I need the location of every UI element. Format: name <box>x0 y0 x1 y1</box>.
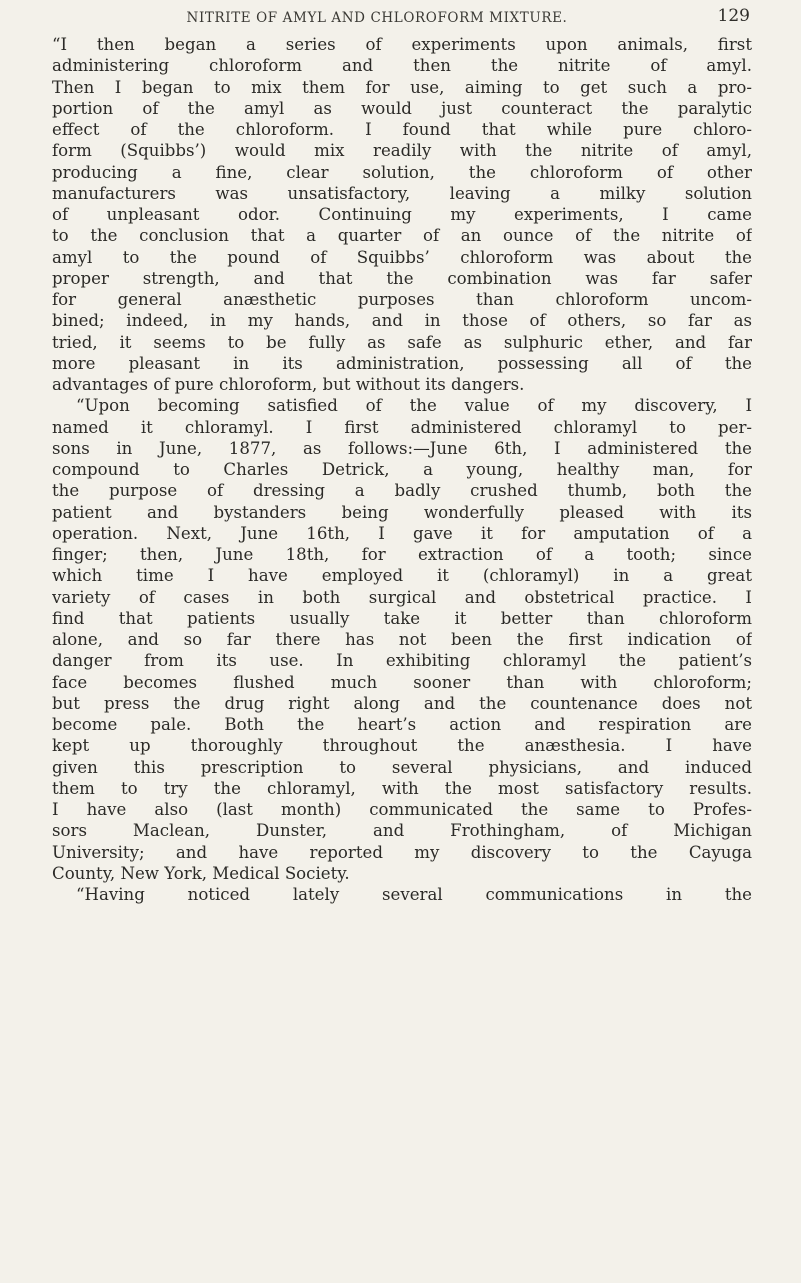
text-line: I have also (last month) communicated the same to Profes- <box>52 800 752 819</box>
text-line: alone, and so far there has not been the first indication of <box>52 630 752 649</box>
text-line: “I then began a series of experiments upon animals, first <box>52 35 752 54</box>
text-line: sors Maclean, Dunster, and Frothingham, of Michigan <box>52 821 752 841</box>
text-line: to the conclusion that a quarter of an ounce of the nitrite of <box>52 226 752 246</box>
text-line: advantages of pure chloroform, but without its dangers. <box>52 375 525 394</box>
page-number: 129 <box>717 6 750 26</box>
text-line: manufacturers was unsatisfactory, leaving a milky solution <box>52 183 752 203</box>
text-line: named it chloramyl. I first administered chloramyl to per- <box>52 417 752 437</box>
text-line: effect of the chloroform. I found that while pure chloro- <box>52 120 752 139</box>
text-line: finger; then, June 18th, for extraction of a tooth; since <box>52 545 752 564</box>
text-line: given this prescription to several physicians, and induced <box>52 757 752 777</box>
text-line: Then I began to mix them for use, aiming to get such a pro- <box>52 77 752 97</box>
text-line: bined; indeed, in my hands, and in those of others, so far as <box>52 311 752 331</box>
text-line: operation. Next, June 16th, I gave it for amputation of a <box>52 523 752 543</box>
text-line: face becomes flushed much sooner than with chloroform; <box>52 672 752 692</box>
text-line: for general anæsthetic purposes than chloroform uncom- <box>52 290 752 309</box>
page-header <box>52 6 752 32</box>
text-line: them to try the chloramyl, with the most satisfactory results. <box>52 778 752 798</box>
text-line: County, New York, Medical Society. <box>52 863 350 883</box>
body-text <box>52 34 752 905</box>
text-line: more pleasant in its administration, possessing all of the <box>52 353 752 373</box>
text-line: producing a fine, clear solution, the chloroform of other <box>52 162 752 182</box>
text-line: “Upon becoming satisfied of the value of my discovery, I <box>76 396 752 416</box>
text-line: amyl to the pound of Squibbs’ chloroform was about the <box>52 247 752 267</box>
text-line: the purpose of dressing a badly crushed thumb, both the <box>52 481 752 501</box>
running-title: NITRITE OF AMYL AND CHLOROFORM MIXTURE. <box>186 10 568 26</box>
text-line: become pale. Both the heart’s action and respiration are <box>52 715 752 734</box>
text-line: University; and have reported my discovery to the Cayuga <box>52 842 752 862</box>
text-line: form (Squibbs’) would mix readily with the nitrite of amyl, <box>52 141 752 161</box>
text-line: proper strength, and that the combination was far safer <box>52 268 752 288</box>
text-line: but press the drug right along and the countenance does not <box>52 693 752 713</box>
text-line: patient and bystanders being wonderfully pleased with its <box>52 502 752 522</box>
text-line: tried, it seems to be fully as safe as sulphuric ether, and far <box>52 332 752 352</box>
book-page <box>52 0 752 1283</box>
text-line: of unpleasant odor. Continuing my experiments, I came <box>52 205 752 224</box>
text-line: which time I have employed it (chloramyl) in a great <box>52 566 752 586</box>
text-line: variety of cases in both surgical and obstetrical practice. I <box>52 587 752 607</box>
text-line: “Having noticed lately several communications in the <box>76 885 752 904</box>
text-line: sons in June, 1877, as follows:—June 6th, I administered the <box>52 438 752 458</box>
text-line: find that patients usually take it better than chloroform <box>52 608 752 628</box>
text-line: administering chloroform and then the nitrite of amyl. <box>52 56 752 76</box>
text-line: kept up thoroughly throughout the anæsthesia. I have <box>52 736 752 756</box>
text-line: portion of the amyl as would just counteract the paralytic <box>52 98 752 118</box>
text-line: danger from its use. In exhibiting chloramyl the patient’s <box>52 651 752 671</box>
text-line: compound to Charles Detrick, a young, healthy man, for <box>52 460 752 479</box>
